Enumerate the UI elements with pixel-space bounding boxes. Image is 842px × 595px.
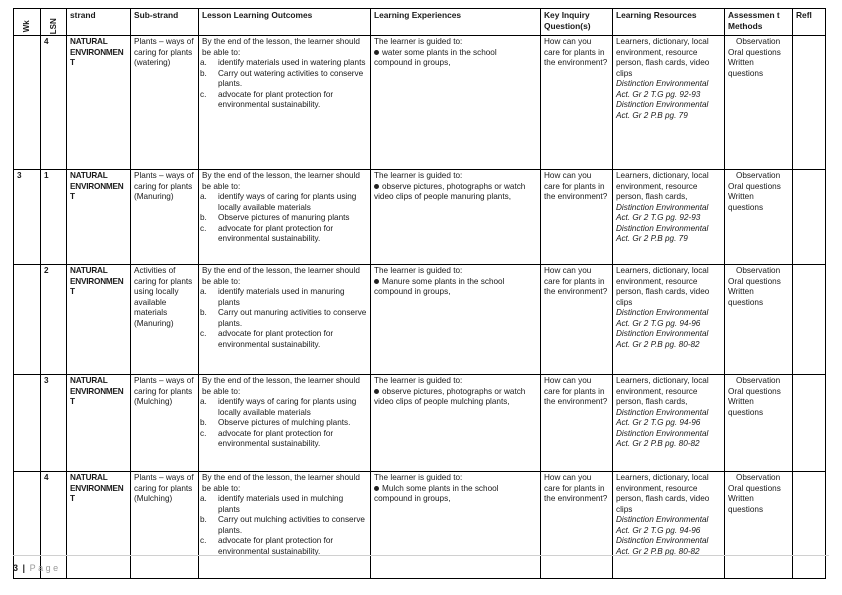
resource-reference: Distinction Environmental Act. Gr 2 P.B pg. 79	[616, 223, 709, 243]
outcome-text: identify materials used in manuring plants	[218, 287, 345, 307]
outcomes-cell	[199, 472, 371, 579]
table-row	[14, 170, 826, 265]
footer-separator: |	[22, 563, 26, 573]
experience-item	[374, 48, 537, 69]
outcomes-cell	[199, 375, 371, 472]
resources-plain: Learners, dictionary, local environment, resource person, flash cards, video clips	[616, 473, 710, 514]
lesson-cell: 2	[41, 265, 67, 375]
resource-reference: Distinction Environmental Act. Gr 2 T.G pg. 92-93	[616, 202, 709, 222]
bullet-icon	[374, 50, 379, 55]
outcome-item	[202, 515, 367, 536]
experiences-list	[374, 48, 537, 69]
experiences-cell	[371, 375, 541, 472]
assessment-method: Written questions	[728, 58, 764, 78]
outcome-item	[202, 287, 367, 308]
experience-text: observe pictures, photographs or watch video clips of people manuring plants,	[374, 181, 526, 201]
outcome-marker: c.	[200, 329, 207, 338]
assessment-method: Written questions	[728, 192, 764, 212]
outcome-marker: a.	[200, 494, 207, 503]
header-outcomes: Lesson Learning Outcomes	[199, 9, 371, 36]
table-row	[14, 36, 826, 170]
scheme-of-work-table	[13, 8, 826, 579]
outcome-marker: c.	[200, 428, 207, 438]
reflection-cell	[793, 265, 826, 375]
header-row	[14, 9, 826, 36]
outcomes-intro: By the end of the lesson, the learner should be able to:	[202, 376, 360, 396]
outcome-text: identify ways of caring for plants using locally available materials	[218, 397, 357, 417]
experiences-cell	[371, 170, 541, 265]
table-row	[14, 472, 826, 579]
outcome-item	[202, 536, 367, 557]
assessment-cell	[725, 375, 793, 472]
assessment-method: Written questions	[728, 287, 764, 307]
outcome-item	[202, 429, 367, 450]
experiences-intro: The learner is guided to:	[374, 376, 463, 385]
assessment-method: Observation	[736, 376, 781, 385]
outcome-item	[202, 90, 367, 111]
experience-item	[374, 484, 537, 505]
experience-text: observe pictures, photographs or watch video clips of people mulching plants,	[374, 386, 526, 406]
header-strand: strand	[67, 9, 131, 36]
outcome-item	[202, 224, 367, 245]
lesson-cell: 4	[41, 472, 67, 579]
assessment-method: Written questions	[728, 397, 764, 417]
week-cell	[14, 36, 41, 170]
outcome-text: Carry out manuring activities to conserve plants.	[218, 308, 367, 328]
reflection-cell	[793, 36, 826, 170]
outcome-text: identify ways of caring for plants using locally available materials	[218, 192, 357, 212]
outcome-marker: a.	[200, 287, 207, 296]
outcome-item	[202, 418, 367, 429]
resources-plain: Learners, dictionary, local environment, resource person, flash cards,	[616, 376, 709, 406]
outcomes-cell	[199, 265, 371, 375]
sub-strand-cell: Activities of caring for plants using locally available materials (Manuring)	[131, 265, 199, 375]
assessment-method: Written questions	[728, 494, 764, 514]
resources-plain: Learners, dictionary, local environment, resource person, flash cards,	[616, 171, 709, 201]
assessment-cell	[725, 170, 793, 265]
outcomes-list	[202, 192, 367, 245]
outcome-item	[202, 329, 367, 350]
experience-item	[374, 277, 537, 298]
kiq-cell: How can you care for plants in the environment?	[541, 375, 613, 472]
assessment-method: Oral questions	[728, 483, 781, 493]
experiences-intro: The learner is guided to:	[374, 171, 463, 180]
strand-cell: NATURAL ENVIRONMEN T	[67, 472, 131, 579]
reflection-cell	[793, 170, 826, 265]
experiences-cell	[371, 36, 541, 170]
outcome-marker: b.	[200, 418, 207, 427]
outcome-marker: b.	[200, 308, 207, 317]
outcome-marker: b.	[200, 515, 207, 524]
outcome-marker: b.	[200, 213, 207, 222]
assessment-cell	[725, 265, 793, 375]
resources-references	[616, 203, 721, 245]
assessment-method: Oral questions	[728, 47, 781, 57]
resource-reference: Distinction Environmental Act. Gr 2 T.G pg. 94-96	[616, 407, 709, 427]
strand-cell: NATURAL ENVIRONMEN T	[67, 375, 131, 472]
page-number: 3	[13, 563, 19, 573]
experience-item	[374, 387, 537, 408]
resources-cell	[613, 36, 725, 170]
header-experiences: Learning Experiences	[371, 9, 541, 36]
outcome-marker: c.	[200, 89, 207, 99]
assessment-cell	[725, 36, 793, 170]
outcomes-intro: By the end of the lesson, the learner should be able to:	[202, 171, 360, 191]
reflection-cell	[793, 472, 826, 579]
assessment-method: Oral questions	[728, 386, 781, 396]
outcome-text: identify materials used in mulching plants	[218, 494, 344, 514]
resources-plain: Learners, dictionary, local environment, resource person, flash cards, video clips	[616, 266, 710, 307]
outcomes-cell	[199, 170, 371, 265]
sub-strand-cell: Plants – ways of caring for plants (Manuring)	[131, 170, 199, 265]
experience-text: Manure some plants in the school compound in groups,	[374, 276, 505, 296]
header-sub-strand: Sub-strand	[131, 9, 199, 36]
experiences-list	[374, 484, 537, 505]
outcome-text: advocate for plant protection for environmental sustainability.	[218, 428, 334, 448]
kiq-cell: How can you care for plants in the environment?	[541, 170, 613, 265]
kiq-cell: How can you care for plants in the environment?	[541, 472, 613, 579]
outcomes-list	[202, 397, 367, 450]
bullet-icon	[374, 279, 379, 284]
week-cell	[14, 265, 41, 375]
assessment-method: Observation	[736, 473, 781, 482]
resource-reference: Distinction Environmental Act. Gr 2 P.B pg. 80-82	[616, 329, 709, 349]
header-lsn: LSN	[41, 9, 67, 36]
outcome-text: identify materials used in watering plants	[218, 58, 366, 67]
lesson-cell: 3	[41, 375, 67, 472]
assessment-method: Observation	[736, 37, 781, 46]
header-resources: Learning Resources	[613, 9, 725, 36]
experiences-intro: The learner is guided to:	[374, 473, 463, 482]
outcome-marker: a.	[200, 58, 207, 67]
outcome-text: Observe pictures of mulching plants.	[218, 418, 351, 427]
resource-reference: Distinction Environmental Act. Gr 2 T.G pg. 94-96	[616, 308, 709, 328]
outcomes-list	[202, 494, 367, 557]
header-assessment: Assessmen t Methods	[725, 9, 793, 36]
experiences-list	[374, 277, 537, 298]
outcome-marker: a.	[200, 397, 207, 406]
resource-reference: Distinction Environmental Act. Gr 2 P.B pg. 80-82	[616, 428, 709, 448]
sub-strand-cell: Plants – ways of caring for plants (Mulching)	[131, 472, 199, 579]
experiences-list	[374, 387, 537, 408]
outcomes-intro: By the end of the lesson, the learner should be able to:	[202, 37, 360, 57]
assessment-method: Oral questions	[728, 276, 781, 286]
resources-plain: Learners, dictionary, local environment, resource person, flash cards, video clips	[616, 37, 710, 78]
resources-references	[616, 79, 721, 121]
header-kiq: Key Inquiry Question(s)	[541, 9, 613, 36]
assessment-cell	[725, 472, 793, 579]
outcome-marker: c.	[200, 536, 207, 545]
header-reflection: Refl	[793, 9, 826, 36]
week-cell: 3	[14, 170, 41, 265]
experiences-cell	[371, 472, 541, 579]
outcome-item	[202, 397, 367, 418]
outcomes-cell	[199, 36, 371, 170]
lesson-cell: 1	[41, 170, 67, 265]
outcome-text: Carry out mulching activities to conserve plants.	[218, 515, 365, 535]
week-cell	[14, 375, 41, 472]
footer-divider	[13, 555, 829, 556]
strand-cell: NATURAL ENVIRONMEN T	[67, 265, 131, 375]
resource-reference: Distinction Environmental Act. Gr 2 T.G pg. 92-93	[616, 79, 709, 99]
resources-cell	[613, 170, 725, 265]
page-footer	[13, 563, 61, 573]
kiq-cell: How can you care for plants in the environment?	[541, 265, 613, 375]
outcome-item	[202, 494, 367, 515]
sub-strand-cell: Plants – ways of caring for plants (watering)	[131, 36, 199, 170]
outcome-item	[202, 308, 367, 329]
strand-cell: NATURAL ENVIRONMEN T	[67, 36, 131, 170]
resources-references	[616, 408, 721, 450]
outcome-item	[202, 213, 367, 224]
lesson-cell: 4	[41, 36, 67, 170]
bullet-icon	[374, 184, 379, 189]
experiences-list	[374, 182, 537, 203]
experience-text: Mulch some plants in the school compound in groups,	[374, 483, 499, 503]
reflection-cell	[793, 375, 826, 472]
kiq-cell: How can you care for plants in the environment?	[541, 36, 613, 170]
outcomes-list	[202, 58, 367, 111]
experiences-intro: The learner is guided to:	[374, 266, 463, 275]
outcome-marker: a.	[200, 192, 207, 201]
resources-cell	[613, 472, 725, 579]
experiences-cell	[371, 265, 541, 375]
experiences-intro: The learner is guided to:	[374, 37, 463, 46]
outcomes-intro: By the end of the lesson, the learner should be able to:	[202, 266, 360, 286]
assessment-method: Observation	[736, 266, 781, 275]
resources-cell	[613, 265, 725, 375]
experience-text: water some plants in the school compound in groups,	[374, 47, 497, 67]
outcomes-intro: By the end of the lesson, the learner should be able to:	[202, 473, 360, 493]
outcome-item	[202, 58, 367, 69]
experience-item	[374, 182, 537, 203]
outcome-item	[202, 192, 367, 213]
outcome-text: advocate for plant protection for environmental sustainability.	[218, 536, 334, 556]
resource-reference: Distinction Environmental Act. Gr 2 P.B pg. 79	[616, 100, 709, 120]
resources-cell	[613, 375, 725, 472]
resource-reference: Distinction Environmental Act. Gr 2 P.B pg. 80-82	[616, 536, 709, 556]
outcome-marker: b.	[200, 68, 207, 78]
outcome-text: advocate for plant protection for environmental sustainability.	[218, 89, 334, 109]
bullet-icon	[374, 486, 379, 491]
sub-strand-cell: Plants – ways of caring for plants (Mulching)	[131, 375, 199, 472]
outcome-item	[202, 69, 367, 90]
outcome-text: advocate for plant protection for environmental sustainability.	[218, 329, 334, 349]
assessment-method: Observation	[736, 171, 781, 180]
resources-references	[616, 308, 721, 350]
header-wk: Wk	[14, 9, 41, 36]
table-row	[14, 265, 826, 375]
strand-cell: NATURAL ENVIRONMEN T	[67, 170, 131, 265]
bullet-icon	[374, 389, 379, 394]
outcome-marker: c.	[200, 223, 207, 233]
page-label: Page	[29, 563, 61, 573]
table-row	[14, 375, 826, 472]
outcome-text: advocate for plant protection for environmental sustainability.	[218, 223, 334, 243]
resources-references	[616, 515, 721, 557]
assessment-method: Oral questions	[728, 181, 781, 191]
resource-reference: Distinction Environmental Act. Gr 2 T.G pg. 94-96	[616, 515, 709, 535]
outcome-text: Carry out watering activities to conserve plants.	[218, 68, 364, 88]
outcomes-list	[202, 287, 367, 350]
outcome-text: Observe pictures of manuring plants	[218, 213, 350, 222]
